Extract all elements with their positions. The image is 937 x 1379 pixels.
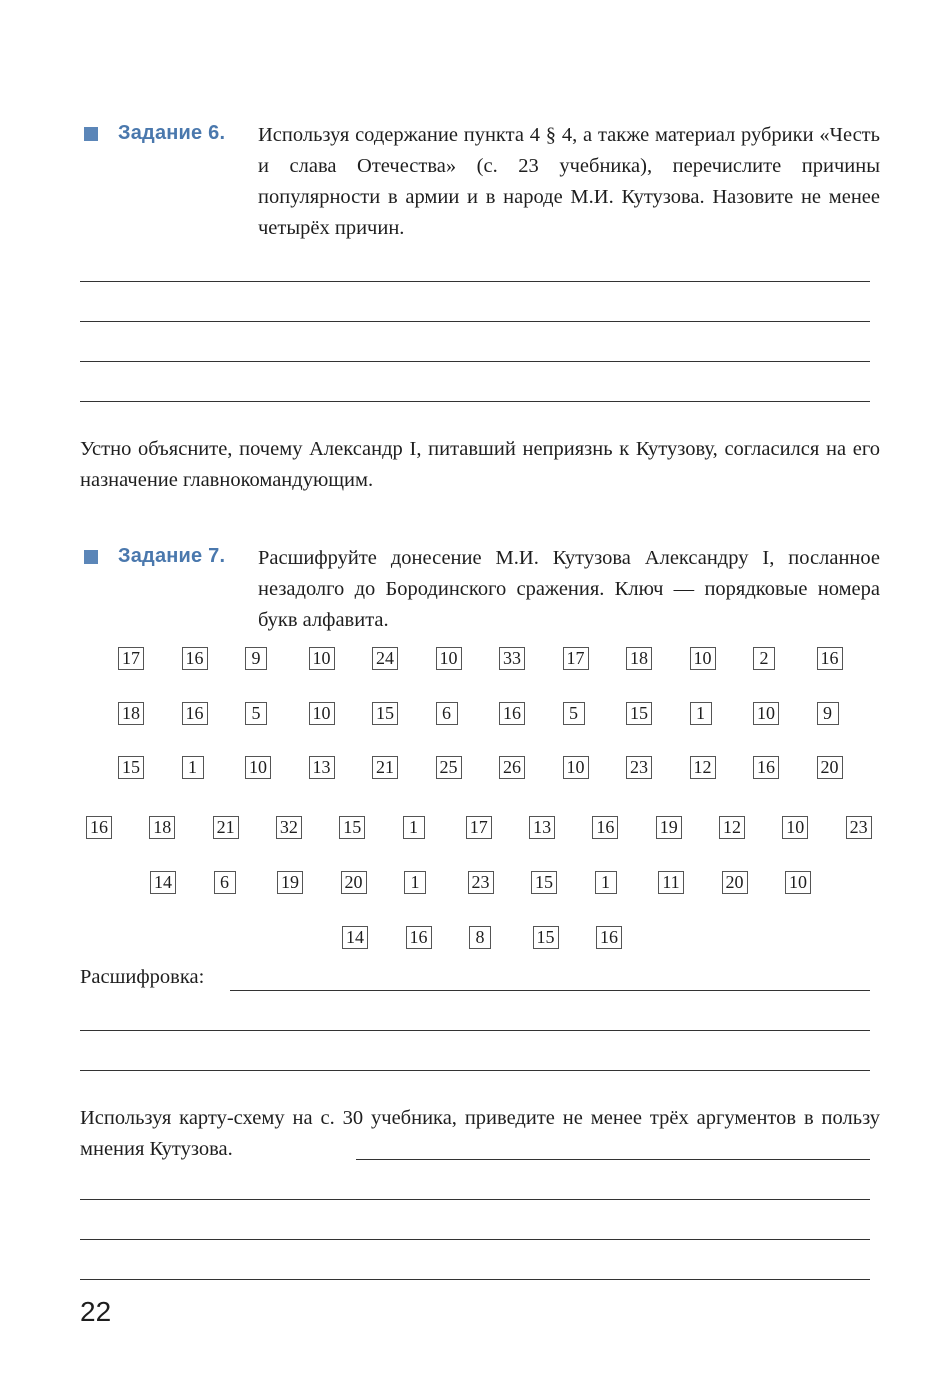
cipher-number: 13: [309, 756, 335, 779]
cipher-number: 10: [436, 647, 462, 670]
answer-line[interactable]: [80, 1239, 870, 1240]
decode-answer-line[interactable]: [80, 1030, 870, 1031]
cipher-number: 10: [785, 871, 811, 894]
cipher-number: 10: [245, 756, 271, 779]
cipher-number: 32: [276, 816, 302, 839]
cipher-number: 17: [563, 647, 589, 670]
cipher-number: 15: [626, 702, 652, 725]
answer-line[interactable]: [80, 1279, 870, 1280]
task7-label: Задание 7.: [118, 545, 226, 567]
cipher-number: 26: [499, 756, 525, 779]
cipher-number: 21: [213, 816, 239, 839]
decode-answer-line[interactable]: [230, 990, 870, 991]
cipher-number: 1: [690, 702, 712, 725]
cipher-number: 19: [277, 871, 303, 894]
cipher-number: 8: [469, 926, 491, 949]
cipher-number: 14: [150, 871, 176, 894]
task7-heading: [84, 545, 225, 568]
cipher-number: 16: [817, 647, 843, 670]
cipher-number: 14: [342, 926, 368, 949]
cipher-number: 1: [595, 871, 617, 894]
cipher-number: 16: [499, 702, 525, 725]
cipher-number: 10: [309, 702, 335, 725]
cipher-number: 6: [436, 702, 458, 725]
map-question: Используя карту-схему на с. 30 учебника, приведите не менее трёх аргументов в пользу мнения Кутузова.: [80, 1107, 880, 1160]
task6-label: Задание 6.: [118, 122, 226, 144]
cipher-number: 21: [372, 756, 398, 779]
cipher-number: 5: [563, 702, 585, 725]
page-number: 22: [80, 1296, 112, 1327]
cipher-number: 15: [372, 702, 398, 725]
cipher-number: 18: [149, 816, 175, 839]
task6-heading: [84, 122, 225, 145]
cipher-number: 10: [753, 702, 779, 725]
answer-line[interactable]: [80, 1199, 870, 1200]
cipher-number: 2: [753, 647, 775, 670]
cipher-number: 1: [182, 756, 204, 779]
cipher-number: 16: [592, 816, 618, 839]
oral-note: Устно объясните, почему Александр I, питавший неприязнь к Кутузову, согласился на его назначение главнокомандующим.: [80, 438, 880, 491]
cipher-number: 10: [309, 647, 335, 670]
cipher-number: 1: [403, 816, 425, 839]
cipher-number: 16: [182, 702, 208, 725]
cipher-number: 12: [719, 816, 745, 839]
cipher-number: 20: [341, 871, 367, 894]
square-bullet-icon: [84, 127, 98, 141]
square-bullet-icon: [84, 550, 98, 564]
decode-label: Расшифровка:: [80, 966, 205, 988]
cipher-number: 18: [626, 647, 652, 670]
cipher-number: 12: [690, 756, 716, 779]
cipher-number: 11: [658, 871, 684, 894]
answer-line[interactable]: [80, 361, 870, 362]
cipher-number: 10: [782, 816, 808, 839]
cipher-number: 33: [499, 647, 525, 670]
cipher-number: 16: [86, 816, 112, 839]
cipher-number: 23: [626, 756, 652, 779]
cipher-number: 16: [753, 756, 779, 779]
cipher-number: 24: [372, 647, 398, 670]
cipher-number: 5: [245, 702, 267, 725]
answer-line[interactable]: [80, 281, 870, 282]
cipher-number: 23: [846, 816, 872, 839]
cipher-number: 1: [404, 871, 426, 894]
cipher-number: 15: [531, 871, 557, 894]
cipher-number: 16: [596, 926, 622, 949]
cipher-number: 25: [436, 756, 462, 779]
cipher-number: 17: [118, 647, 144, 670]
cipher-number: 10: [563, 756, 589, 779]
cipher-number: 16: [406, 926, 432, 949]
cipher-number: 19: [656, 816, 682, 839]
cipher-number: 6: [214, 871, 236, 894]
cipher-number: 15: [118, 756, 144, 779]
cipher-number: 15: [533, 926, 559, 949]
task6-text: Используя содержание пункта 4 § 4, а также материал рубрики «Честь и слава Отечества» (с. 23 учебника), перечислите причины популярности в армии и в народе М.И. Кутузова. Назовите не менее четырёх причин.: [258, 124, 880, 239]
cipher-number: 16: [182, 647, 208, 670]
cipher-number: 20: [817, 756, 843, 779]
cipher-number: 13: [529, 816, 555, 839]
cipher-number: 17: [466, 816, 492, 839]
answer-line[interactable]: [356, 1159, 870, 1160]
answer-line[interactable]: [80, 401, 870, 402]
cipher-number: 18: [118, 702, 144, 725]
answer-line[interactable]: [80, 321, 870, 322]
cipher-number: 9: [817, 702, 839, 725]
decode-answer-line[interactable]: [80, 1070, 870, 1071]
cipher-number: 23: [468, 871, 494, 894]
cipher-number: 20: [722, 871, 748, 894]
cipher-number: 10: [690, 647, 716, 670]
task7-text: Расшифруйте донесение М.И. Кутузова Александру I, посланное незадолго до Бородинского сражения. Ключ — порядковые номера букв алфавита.: [258, 547, 880, 631]
cipher-number: 15: [339, 816, 365, 839]
cipher-number: 9: [245, 647, 267, 670]
